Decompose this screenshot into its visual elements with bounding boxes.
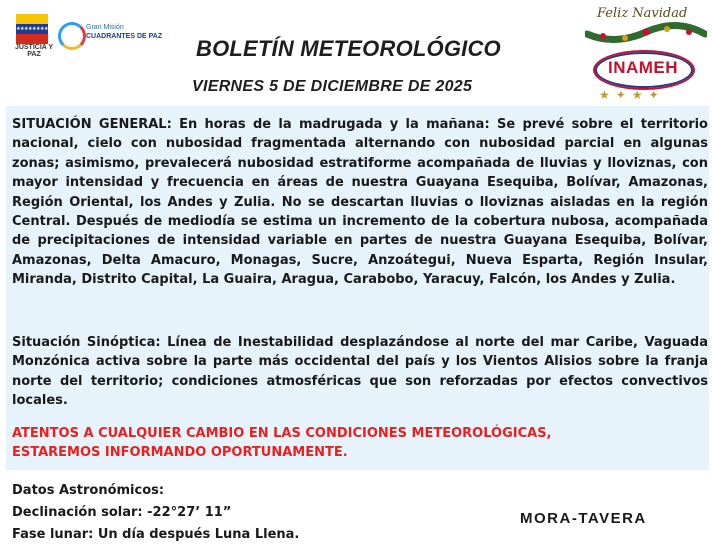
mision-swoosh-icon bbox=[58, 22, 86, 50]
astronomy-data bbox=[12, 480, 299, 546]
star-ornaments-icon: ★✦★✦ bbox=[599, 88, 665, 102]
author-signature: MORA-TAVERA bbox=[520, 510, 647, 527]
bulletin-date: VIERNES 5 DE DICIEMBRE DE 2025 bbox=[192, 78, 473, 95]
christmas-garland-icon bbox=[585, 20, 707, 46]
justicia-paz-logo bbox=[10, 12, 56, 60]
justicia-paz-label: JUSTICIA Y PAZ bbox=[14, 44, 54, 58]
synoptic-situation-text: Situación Sinóptica: Línea de Inestabilidad desplazándose al norte del mar Caribe, Vaguada Monzónica activa sobre la parte más occidental del país y los Vientos Alisios sobre la franja norte del territorio; condiciones atmosféricas que son reforzadas por efectos convectivos locales. bbox=[12, 335, 708, 409]
page-title: BOLETÍN METEOROLÓGICO bbox=[196, 36, 501, 61]
greeting-text: Feliz Navidad bbox=[597, 6, 688, 21]
warning-line-2: ESTAREMOS INFORMANDO OPORTUNAMENTE. bbox=[12, 445, 348, 461]
left-logos bbox=[6, 12, 163, 62]
solar-declination: Declinación solar: -22°27’ 11” bbox=[12, 505, 232, 520]
inameh-logo bbox=[585, 2, 710, 114]
general-situation-text: SITUACIÓN GENERAL: En horas de la madrugada y la mañana: Se prevé sobre el territorio nacional, cielo con nubosidad fragmentada alternando con nubosidad parcial en algunas zonas; asimismo, prevalecerá nubosidad estratiforme acompañada de lluvias y lloviznas, con mayor intensidad y frecuencia en áreas de nuestra Guayana Esequiba, Bolívar, Amazonas, Región Oriental, los Andes y Zulia. No se descartan lluvias o lloviznas aisladas en la región Central. Después de mediodía se estima un incremento de la cobertura nubosa, acompañada de precipitaciones de intensidad variable en partes de nuestra Guayana Esequiba, Bolívar, Amazonas, Delta Amacuro, Monagas, Sucre, Anzoátegui, Nueva Esparta, Región Insular, Miranda, Distrito Capital, La Guaira, Aragua, Carabobo, Yaracuy, Falcón, los Andes y Zulia. bbox=[12, 117, 708, 288]
warning-text bbox=[12, 424, 708, 463]
venezuela-flag-icon: ★★★★★★★★ bbox=[16, 14, 48, 44]
moon-phase: Fase lunar: Un día después Luna Llena. bbox=[12, 527, 300, 542]
astronomy-heading: Datos Astronómicos: bbox=[12, 483, 165, 498]
mision-line1: Gran Misión bbox=[86, 24, 124, 31]
mision-line2: CUADRANTES DE PAZ bbox=[86, 33, 163, 40]
cuadrantes-paz-logo bbox=[58, 18, 163, 54]
inameh-label: INAMEH bbox=[607, 58, 679, 77]
warning-line-1: ATENTOS A CUALQUIER CAMBIO EN LAS CONDICIONES METEOROLÓGICAS, bbox=[12, 426, 552, 441]
